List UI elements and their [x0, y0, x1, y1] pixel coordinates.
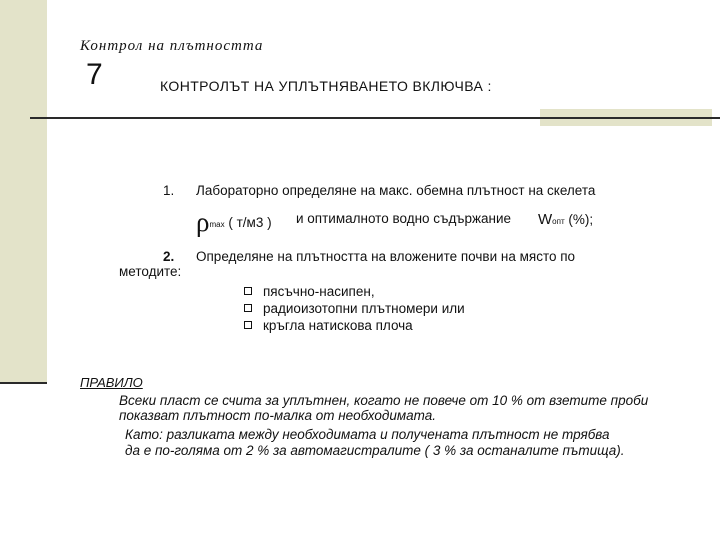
- sidebar-divider: [0, 382, 47, 384]
- water-content-formula: [538, 211, 593, 228]
- item-1-number: 1.: [163, 183, 175, 198]
- rho-unit: ( т/м3 ): [228, 215, 272, 230]
- w-symbol: W: [538, 211, 553, 228]
- list-item: пясъчно-насипен,: [244, 284, 375, 299]
- square-bullet-icon: [244, 321, 252, 329]
- slide-heading: КОНТРОЛЪТ НА УПЛЪТНЯВАНЕТО ВКЛЮЧВА :: [160, 78, 492, 94]
- item-2-number: 2.: [163, 249, 175, 264]
- section-title: Контрол на плътността: [80, 38, 264, 54]
- rule-line-3: Като: разликата между необходимата и получената плътност не трябва: [125, 427, 610, 442]
- square-bullet-icon: [244, 304, 252, 312]
- rule-line-2: показват плътност по-малка от необходимата.: [119, 408, 436, 423]
- header-divider: [30, 117, 720, 119]
- w-unit: (%);: [568, 212, 594, 227]
- rule-title: ПРАВИЛО: [80, 375, 143, 390]
- list-item: радиоизотопни плътномери или: [244, 301, 465, 316]
- rule-line-4: да е по-голяма от 2 % за автомагистралите ( 3 % за останалите пътища).: [125, 443, 625, 458]
- slide-number: 7: [86, 58, 103, 91]
- formula-line: [196, 207, 272, 238]
- rule-line-1: Всеки пласт се счита за уплътнен, когато не повече от 10 % от взетите проби: [119, 393, 649, 408]
- formula-connector: и оптималното водно съдържание: [296, 211, 512, 226]
- list-item: кръгла натискова плоча: [244, 318, 413, 333]
- left-accent-bar: [0, 0, 47, 382]
- square-bullet-icon: [244, 287, 252, 295]
- rho-symbol: ρ: [196, 207, 210, 237]
- item-2-continuation: методите:: [119, 264, 182, 279]
- rho-subscript: max: [209, 220, 225, 229]
- item-1-text: Лабораторно определяне на макс. обемна плътност на скелета: [196, 183, 596, 198]
- w-subscript: опт: [552, 217, 565, 226]
- item-2-text: Определяне на плътността на вложените почви на място по: [196, 249, 576, 264]
